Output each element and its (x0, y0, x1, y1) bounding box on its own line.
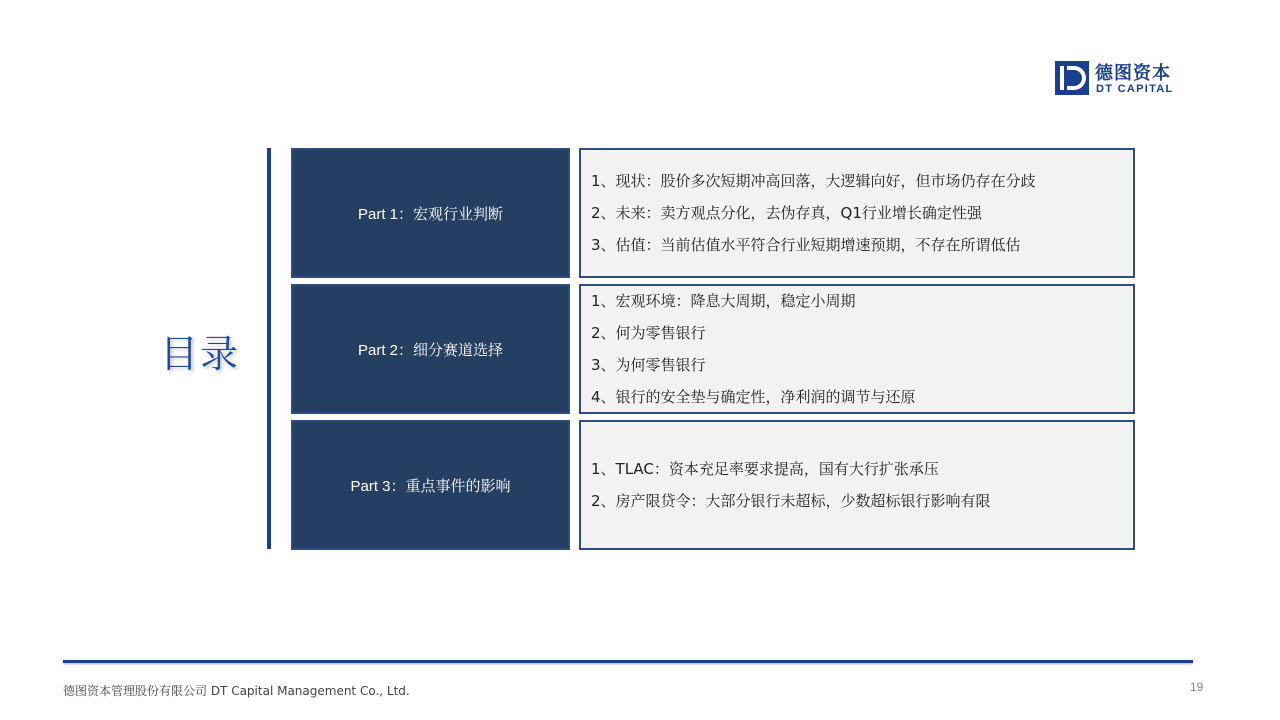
logo-chinese-name: 德图资本 (1095, 63, 1171, 84)
page-number: 19 (1190, 680, 1204, 694)
part-1-box[interactable] (291, 148, 570, 278)
part-1-label: Part 1：宏观行业判断 (357, 205, 504, 223)
part-2-box[interactable] (291, 284, 570, 414)
footer-company-name: 德图资本管理股份有限公司 DT Capital Management Co., Ltd. (63, 684, 410, 698)
part-2-item: 2、何为零售银行 (591, 324, 706, 342)
footer-divider (63, 660, 1193, 663)
page-title: 目录 (160, 332, 241, 376)
part-3-item: 2、房产限贷令：大部分银行未超标，少数超标银行影响有限 (591, 492, 991, 510)
logo-english-name: DT CAPITAL (1096, 83, 1174, 95)
part-1-item: 3、估值：当前估值水平符合行业短期增速预期，不存在所谓低估 (591, 236, 1021, 254)
part-2-item: 1、宏观环境：降息大周期，稳定小周期 (591, 292, 856, 310)
part-3-box[interactable] (291, 420, 570, 550)
part-2-details (579, 284, 1135, 414)
dt-logo-mark (1055, 61, 1089, 95)
part-1-details (579, 148, 1135, 278)
part-3-details (579, 420, 1135, 550)
part-1-item: 1、现状：股价多次短期冲高回落，大逻辑向好，但市场仍存在分歧 (591, 172, 1036, 190)
part-2-item: 4、银行的安全垫与确定性，净利润的调节与还原 (591, 388, 916, 406)
part-2-label: Part 2：细分赛道选择 (357, 341, 504, 359)
part-1-item: 2、未来：卖方观点分化，去伪存真，Q1行业增长确定性强 (591, 204, 982, 222)
part-2-item: 3、为何零售银行 (591, 356, 706, 374)
part-3-label: Part 3：重点事件的影响 (350, 477, 511, 495)
title-divider (267, 148, 271, 549)
part-3-item: 1、TLAC：资本充足率要求提高，国有大行扩张承压 (591, 460, 939, 478)
